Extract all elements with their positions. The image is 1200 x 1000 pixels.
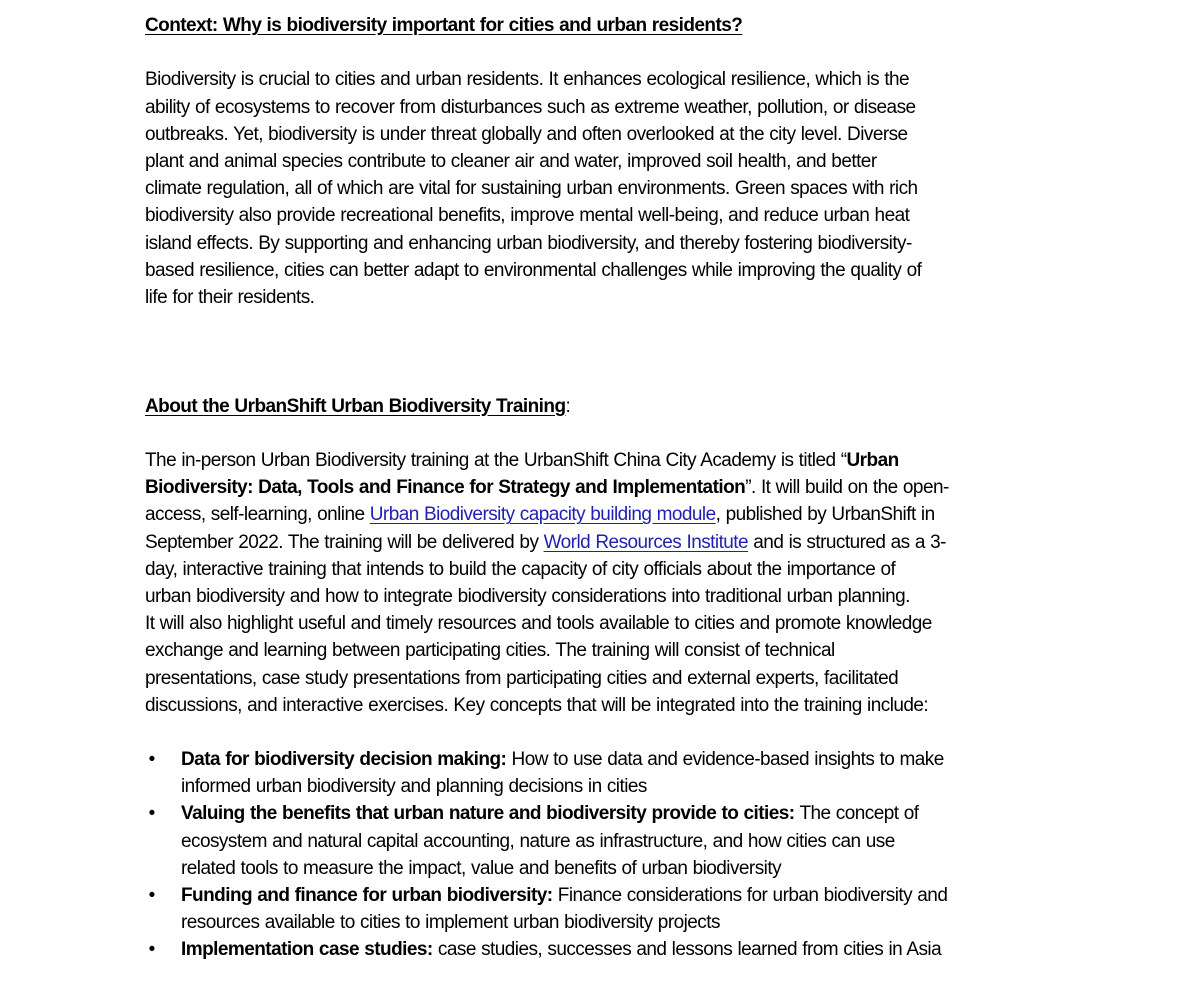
- context-paragraph: [145, 66, 1065, 311]
- text-run: Finance considerations for urban biodiversity and: [552, 885, 948, 907]
- spacer: [145, 719, 1065, 746]
- paragraph-line: [145, 447, 1065, 474]
- list-item: [145, 800, 1065, 882]
- text-run: and is structured as a 3-: [748, 531, 946, 553]
- text-run: The in-person Urban Biodiversity training at the UrbanShift China City Academy is titled “: [145, 450, 847, 472]
- context-heading: Context: Why is biodiversity important for cities and urban residents?: [145, 15, 743, 36]
- text-run: case studies, successes and lessons learned from cities in Asia: [432, 939, 942, 961]
- paragraph-line: plant and animal species contribute to cleaner air and water, improved soil health, and better: [145, 150, 877, 172]
- paragraph-line: outbreaks. Yet, biodiversity is under threat globally and often overlooked at the city level. Diverse: [145, 123, 908, 145]
- list-item-title: Data for biodiversity decision making:: [181, 749, 507, 771]
- bullet-icon: •: [148, 885, 156, 907]
- training-title-bold: Urban: [846, 450, 899, 472]
- list-item-title: Implementation case studies:: [181, 939, 433, 961]
- bullet-icon: •: [148, 803, 156, 825]
- paragraph-line: [145, 529, 1065, 556]
- list-item-line: resources available to cities to implement urban biodiversity projects: [181, 912, 720, 934]
- training-paragraph: [145, 447, 1065, 719]
- paragraph-line: [145, 474, 1065, 501]
- paragraph-line: biodiversity also provide recreational benefits, improve mental well-being, and reduce urban heat: [145, 205, 910, 227]
- text-run: access, self-learning, online: [145, 504, 370, 526]
- paragraph-line: exchange and learning between participating cities. The training will consist of technical: [145, 640, 835, 662]
- text-run: , published by UrbanShift in: [715, 504, 935, 526]
- list-item-line: [181, 800, 1065, 827]
- text-run: September 2022. The training will be delivered by: [145, 531, 544, 553]
- bullet-icon: •: [148, 749, 156, 771]
- list-item-line: [181, 746, 1065, 773]
- paragraph-line: life for their residents.: [145, 286, 315, 308]
- training-heading-suffix: :: [565, 395, 571, 417]
- list-item: [145, 882, 1065, 936]
- paragraph-line: presentations, case study presentations from participating cities and external experts, facilitated: [145, 667, 899, 689]
- capacity-module-link[interactable]: Urban Biodiversity capacity building module: [369, 504, 716, 526]
- document-page: [145, 12, 1065, 964]
- list-item-line: related tools to measure the impact, value and benefits of urban biodiversity: [181, 857, 782, 879]
- paragraph-line: Biodiversity is crucial to cities and urban residents. It enhances ecological resilience, which is the: [145, 69, 910, 91]
- spacer: [145, 420, 1065, 447]
- training-heading: About the UrbanShift Urban Biodiversity Training: [145, 395, 566, 417]
- list-item: [145, 746, 1065, 800]
- paragraph-line: island effects. By supporting and enhancing urban biodiversity, and thereby fostering biodiversity-: [145, 232, 912, 254]
- wri-link[interactable]: World Resources Institute: [543, 531, 749, 553]
- paragraph-line: urban biodiversity and how to integrate biodiversity considerations into traditional urban planning.: [145, 585, 910, 607]
- bullet-icon: •: [148, 939, 156, 961]
- paragraph-line: based resilience, cities can better adapt to environmental challenges while improving the quality of: [145, 259, 922, 281]
- list-item-line: ecosystem and natural capital accounting, nature as infrastructure, and how cities can use: [181, 830, 895, 852]
- paragraph-line: [145, 501, 1065, 528]
- training-title-bold: Biodiversity: Data, Tools and Finance for Strategy and Implementation: [145, 477, 746, 499]
- text-run: The concept of: [794, 803, 919, 825]
- spacer: [145, 311, 1065, 393]
- training-heading-line: [145, 393, 1065, 420]
- list-item-title: Funding and finance for urban biodiversity:: [181, 885, 553, 907]
- paragraph-line: day, interactive training that intends to build the capacity of city officials about the importance of: [145, 558, 896, 580]
- paragraph-line: climate regulation, all of which are vital for sustaining urban environments. Green spaces with rich: [145, 178, 918, 200]
- list-item-line: [181, 882, 1065, 909]
- paragraph-line: discussions, and interactive exercises. Key concepts that will be integrated into the training include:: [145, 694, 929, 716]
- text-run: ”. It will build on the open-: [745, 477, 949, 499]
- list-item-line: informed urban biodiversity and planning decisions in cities: [181, 776, 647, 798]
- spacer: [145, 39, 1065, 66]
- list-item-line: [181, 936, 1065, 963]
- paragraph-line: It will also highlight useful and timely resources and tools available to cities and promote knowledge: [145, 613, 932, 635]
- list-item-title: Valuing the benefits that urban nature and biodiversity provide to cities:: [181, 803, 795, 825]
- text-run: How to use data and evidence-based insights to make: [506, 749, 944, 771]
- paragraph-line: ability of ecosystems to recover from disturbances such as extreme weather, pollution, or disease: [145, 96, 916, 118]
- list-item: [145, 936, 1065, 963]
- key-concepts-list: [145, 746, 1065, 964]
